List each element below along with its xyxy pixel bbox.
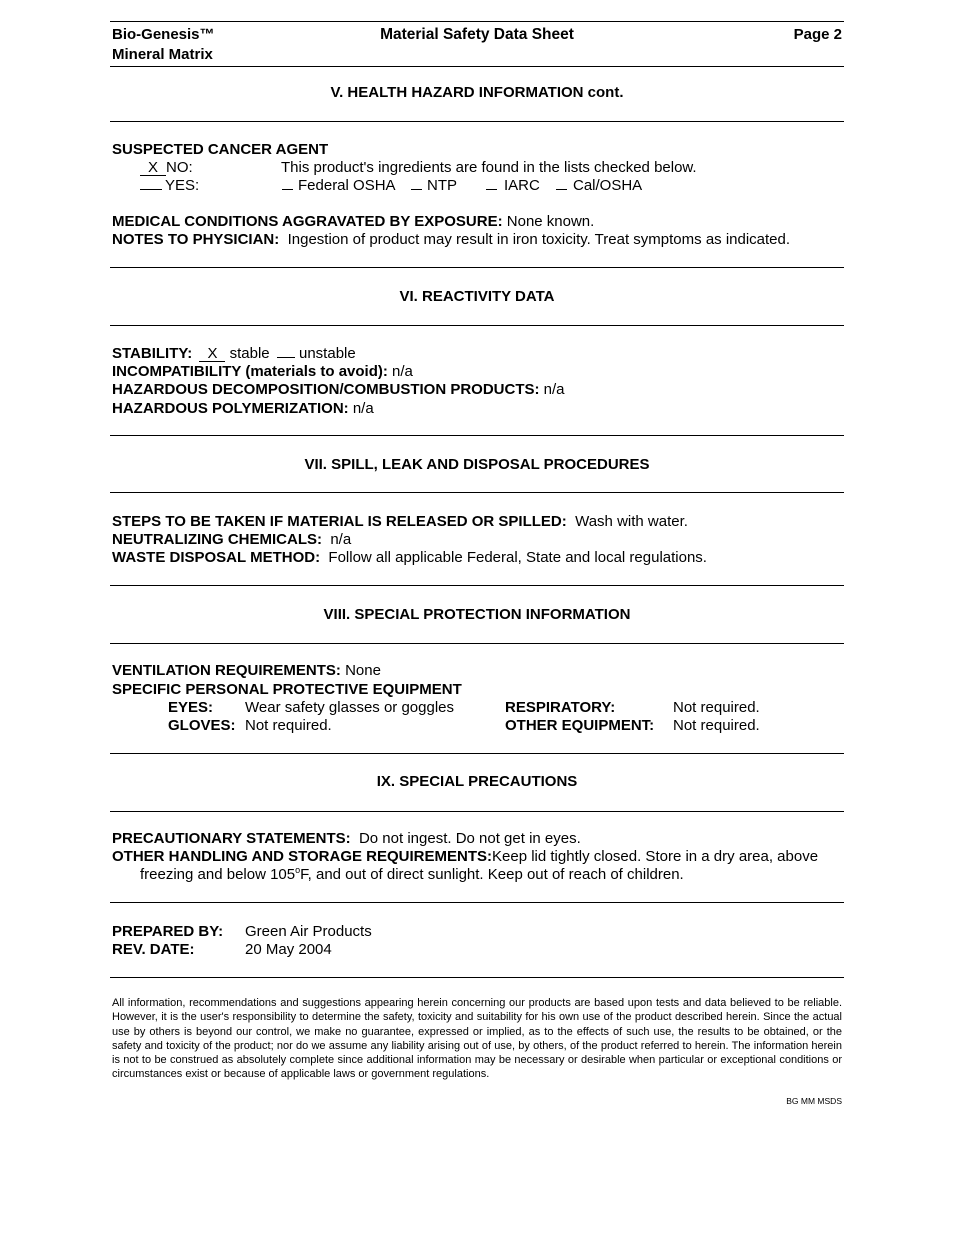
cancer-yes-checkmark <box>140 189 162 190</box>
section-rule <box>110 325 844 326</box>
degree-superscript: o <box>295 865 301 875</box>
decomposition-line <box>112 381 565 399</box>
header-bottom-rule <box>110 66 844 67</box>
precautionary-line <box>112 830 581 848</box>
list-cal-osha <box>556 177 642 195</box>
rev-date-label: REV. DATE: <box>112 941 195 958</box>
gloves-label: GLOVES: <box>168 717 236 734</box>
list-label: Cal/OSHA <box>573 177 643 194</box>
eyes-label: EYES: <box>168 699 214 716</box>
neutralizing-line <box>112 531 351 549</box>
section-rule <box>110 121 844 122</box>
notes-physician-value: Ingestion of product may result in iron toxicity. Treat symptoms as indicated. <box>287 231 791 248</box>
incompatibility-line <box>112 363 413 381</box>
cancer-yes-row <box>140 177 199 195</box>
decomposition-value: n/a <box>543 381 565 398</box>
precautionary-value: Do not ingest. Do not get in eyes. <box>358 830 581 847</box>
stable-checkmark: X <box>199 346 225 362</box>
section-5-title: V. HEALTH HAZARD INFORMATION cont. <box>330 84 624 101</box>
list-label: IARC <box>504 177 540 194</box>
cancer-yes-label: YES: <box>165 177 200 194</box>
handling-value-2a: freezing and below 105 <box>140 866 296 883</box>
respiratory-label: RESPIRATORY: <box>505 699 616 716</box>
medical-conditions-line <box>112 213 594 231</box>
other-equipment-label: OTHER EQUIPMENT: <box>505 717 655 734</box>
ppe-label: SPECIFIC PERSONAL PROTECTIVE EQUIPMENT <box>112 681 462 698</box>
page-number: Page 2 <box>793 26 842 43</box>
document-code: BG MM MSDS <box>786 1096 842 1106</box>
list-checkbox <box>486 189 497 190</box>
document-title: Material Safety Data Sheet <box>380 26 574 43</box>
incompatibility-value: n/a <box>392 363 413 380</box>
section-rule <box>110 643 844 644</box>
cancer-no-label: NO: <box>166 159 193 176</box>
neutralizing-value: n/a <box>330 531 352 548</box>
list-label: NTP <box>427 177 457 194</box>
list-label: Federal OSHA <box>298 177 396 194</box>
section-rule <box>110 492 844 493</box>
ventilation-value: None <box>345 662 381 679</box>
section-rule <box>110 811 844 812</box>
stable-label: stable <box>229 345 270 362</box>
section-7-title: VII. SPILL, LEAK AND DISPOSAL PROCEDURES <box>304 456 650 473</box>
waste-disposal-line <box>112 549 707 567</box>
waste-disposal-label: WASTE DISPOSAL METHOD: <box>112 549 321 566</box>
prepared-by-value: Green Air Products <box>245 923 372 940</box>
handling-value-1: Keep lid tightly closed. Store in a dry area, above <box>492 848 819 865</box>
spill-steps-label: STEPS TO BE TAKEN IF MATERIAL IS RELEASED OR SPILLED: <box>112 513 567 530</box>
section-rule <box>110 585 844 586</box>
list-checkbox <box>282 189 293 190</box>
section-rule <box>110 435 844 436</box>
list-checkbox <box>411 189 422 190</box>
cancer-no-checkmark: X <box>140 160 166 176</box>
product-subname: Mineral Matrix <box>112 46 213 63</box>
eyes-value: Wear safety glasses or goggles <box>245 699 454 716</box>
waste-disposal-value: Follow all applicable Federal, State and local regulations. <box>328 549 707 566</box>
cancer-no-row <box>140 159 193 177</box>
respiratory-value: Not required. <box>673 699 760 716</box>
stability-label: STABILITY: <box>112 345 193 362</box>
product-name: Bio-Genesis™ <box>112 26 215 43</box>
handling-line <box>112 848 818 866</box>
medical-conditions-value: None known. <box>506 213 595 230</box>
polymerization-label: HAZARDOUS POLYMERIZATION: <box>112 400 349 417</box>
rev-date-value: 20 May 2004 <box>245 941 332 958</box>
prepared-by-label: PREPARED BY: <box>112 923 224 940</box>
cancer-agent-label: SUSPECTED CANCER AGENT <box>112 141 329 158</box>
cancer-no-text: This product's ingredients are found in the lists checked below. <box>281 159 697 176</box>
handling-line-2 <box>140 866 684 884</box>
polymerization-line <box>112 400 374 418</box>
unstable-label: unstable <box>299 345 356 362</box>
spill-steps-line <box>112 513 688 531</box>
header-top-rule <box>110 21 844 22</box>
list-iarc <box>486 177 540 195</box>
section-8-title: VIII. SPECIAL PROTECTION INFORMATION <box>323 606 631 623</box>
stability-line <box>112 345 356 363</box>
section-rule <box>110 267 844 268</box>
ventilation-line <box>112 662 381 680</box>
list-ntp <box>411 177 457 195</box>
list-federal-osha <box>282 177 396 195</box>
section-rule <box>110 902 844 903</box>
section-9-title: IX. SPECIAL PRECAUTIONS <box>376 773 578 790</box>
section-rule <box>110 977 844 978</box>
unstable-checkmark <box>277 357 295 358</box>
notes-physician-line <box>112 231 790 249</box>
section-rule <box>110 753 844 754</box>
handling-label: OTHER HANDLING AND STORAGE REQUIREMENTS: <box>112 848 493 865</box>
precautionary-label: PRECAUTIONARY STATEMENTS: <box>112 830 351 847</box>
notes-physician-label: NOTES TO PHYSICIAN: <box>112 231 280 248</box>
list-checkbox <box>556 189 567 190</box>
medical-conditions-label: MEDICAL CONDITIONS AGGRAVATED BY EXPOSURE: <box>112 213 503 230</box>
incompatibility-label: INCOMPATIBILITY (materials to avoid): <box>112 363 388 380</box>
polymerization-value: n/a <box>352 400 374 417</box>
decomposition-label: HAZARDOUS DECOMPOSITION/COMBUSTION PRODUCTS: <box>112 381 540 398</box>
section-6-title: VI. REACTIVITY DATA <box>399 288 555 305</box>
gloves-value: Not required. <box>245 717 332 734</box>
neutralizing-label: NEUTRALIZING CHEMICALS: <box>112 531 322 548</box>
handling-value-2b: F, and out of direct sunlight. Keep out of reach of children. <box>300 866 684 883</box>
disclaimer-text: All information, recommendations and suggestions appearing herein concerning our products are based upon tests and data believed to be reliable. However, it is the user's responsibility to determine the safety, toxicity and suitability for his own use of the product described herein. Since the actual use by others is beyond our control, we make no guarantee, expressed or implied, as to the effects of such use, the results to be obtained, or the safety and toxicity of the product; nor do we assume any liability arising out of use, by others, of the product referred to herein. The information herein is not to be construed as absolutely complete since additional information may be necessary or desirable when particular or exceptional conditions or circumstances exist or because of applicable laws or government regulations. <box>112 997 842 1081</box>
spill-steps-value: Wash with water. <box>575 513 688 530</box>
other-equipment-value: Not required. <box>673 717 760 734</box>
ventilation-label: VENTILATION REQUIREMENTS: <box>112 662 341 679</box>
